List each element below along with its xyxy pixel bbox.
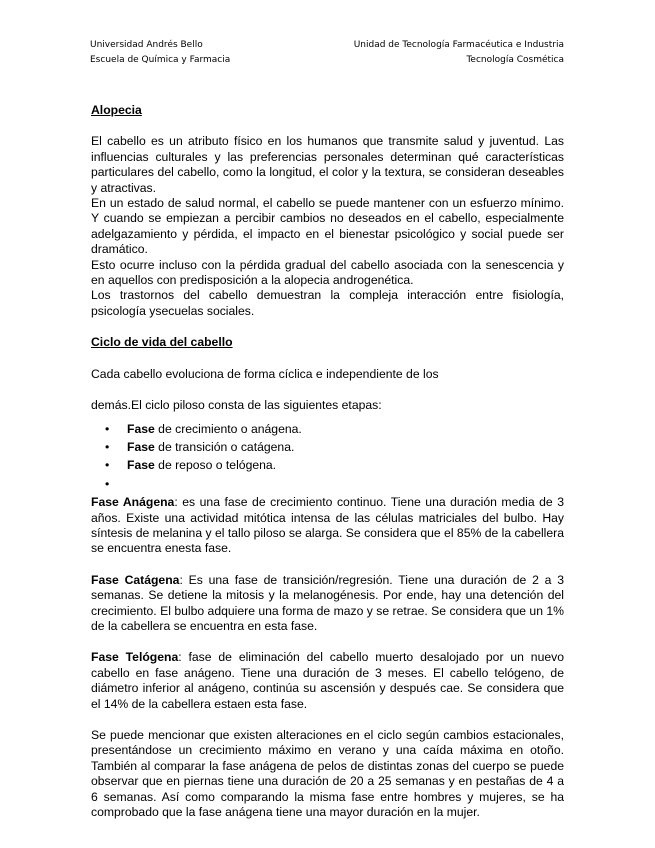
stage-label: Fase (127, 439, 155, 454)
phase-catagen-name: Fase Catágena (91, 572, 180, 587)
phase-anagen-name: Fase Anágena (91, 495, 175, 510)
header-school: Escuela de Química y Farmacia (90, 55, 231, 65)
bullet-icon: • (105, 421, 110, 436)
phase-anagen-paragraph (91, 495, 564, 557)
page-title: Alopecia (91, 103, 142, 117)
stage-text (127, 477, 130, 491)
header-right (354, 38, 564, 68)
intro-paragraph-3: Esto ocurre incluso con la pérdida gradual del cabello asociada con la senescencia y en aquellos con predisposición a la alopecia androgenética. (91, 257, 564, 288)
document-body (91, 103, 564, 820)
intro-paragraph-4: Los trastornos del cabello demuestran la compleja interacción entre fisiología, psicología ysecuelas sociales. (91, 288, 564, 318)
list-item (105, 421, 564, 437)
bullet-icon: • (105, 439, 110, 454)
list-item (105, 458, 564, 473)
cycle-intro-line-2: demás.El ciclo piloso consta de las siguientes etapas: (91, 398, 382, 413)
header-course: Tecnología Cosmética (466, 55, 564, 65)
bullet-icon: • (105, 458, 110, 473)
intro-paragraph-1: El cabello es un atributo físico en los humanos que transmite salud y juventud. Las influencias culturales y las preferencias personales determinan qué características particulares del cabello, como la longitud, el color y la textura, se consideran deseables y atractivas. (91, 134, 564, 195)
stage-list (91, 422, 564, 493)
cycle-intro-line-1: Cada cabello evoluciona de forma cíclica e independiente de los (91, 366, 439, 381)
header-university: Universidad Andrés Bello (90, 40, 203, 50)
stage-text: de reposo o telógena. (154, 458, 277, 473)
stage-label: Fase (127, 458, 155, 473)
phase-catagen-text: : Es una fase de transición/regresión. Tiene una duración de 2 a 3 semanas. Se detiene la mitosis y la melanogénesis. Por ende, hay una detención del crecimiento. El bulbo adquiere una forma de mazo y se retrae. Se considera que un 1% de la cabellera se encuentra en esta fase. (91, 572, 564, 633)
intro-paragraph-2: En un estado de salud normal, el cabello se puede mantener con un esfuerzo mínimo. Y cuando se empiezan a percibir cambios no deseados en el cabello, especialmente adelgazamiento y pérdida, el impacto en el bienestar psicológico y social puede ser dramático. (91, 196, 564, 257)
phase-telogen-name: Fase Telógena (91, 650, 179, 665)
section-heading-cycle: Ciclo de vida del cabello (91, 335, 233, 350)
stage-text: de crecimiento o anágena. (154, 421, 302, 436)
stage-text: de transición o catágena. (154, 439, 295, 454)
phase-catagen-paragraph (91, 573, 564, 635)
closing-paragraph: Se puede mencionar que existen alteraciones en el ciclo según cambios estacionales, presentándose un crecimiento máximo en verano y una caída máxima en otoño. También al comparar la fase anágena de pelos de distintas zonas del cuerpo se puede observar que en piernas tiene una duración de 20 a 25 semanas y en pestañas de 4 a 6 semanas. Así como comparando la misma fase entre hombres y mujeres, se ha comprobado que la fase anágena tiene una mayor duración en la mujer. (91, 728, 564, 820)
phase-telogen-paragraph (91, 650, 564, 712)
list-item (105, 476, 564, 492)
header-unit: Unidad de Tecnología Farmacéutica e Industria (353, 40, 564, 50)
stage-label: Fase (127, 421, 155, 436)
phase-anagen-text: : es una fase de crecimiento continuo. Tiene una duración media de 3 años. Existe una actividad mitótica intensa de las células matriciales del bulbo. Hay síntesis de melanina y el tallo piloso se alarga. Se considera que el 85% de la cabellera se encuentra enesta fase. (91, 495, 564, 556)
list-item (105, 439, 564, 455)
header-left (90, 38, 230, 68)
bullet-icon: • (105, 476, 110, 491)
phase-telogen-text: : fase de eliminación del cabello muerto desalojado por un nuevo cabello en fase anágeno. Tiene una duración de 3 meses. El cabello telógeno, de diámetro inferior al anágeno, continúa su ascensión y después cae. Se considera que el 14% de la cabellera estaen esta fase. (91, 650, 564, 711)
